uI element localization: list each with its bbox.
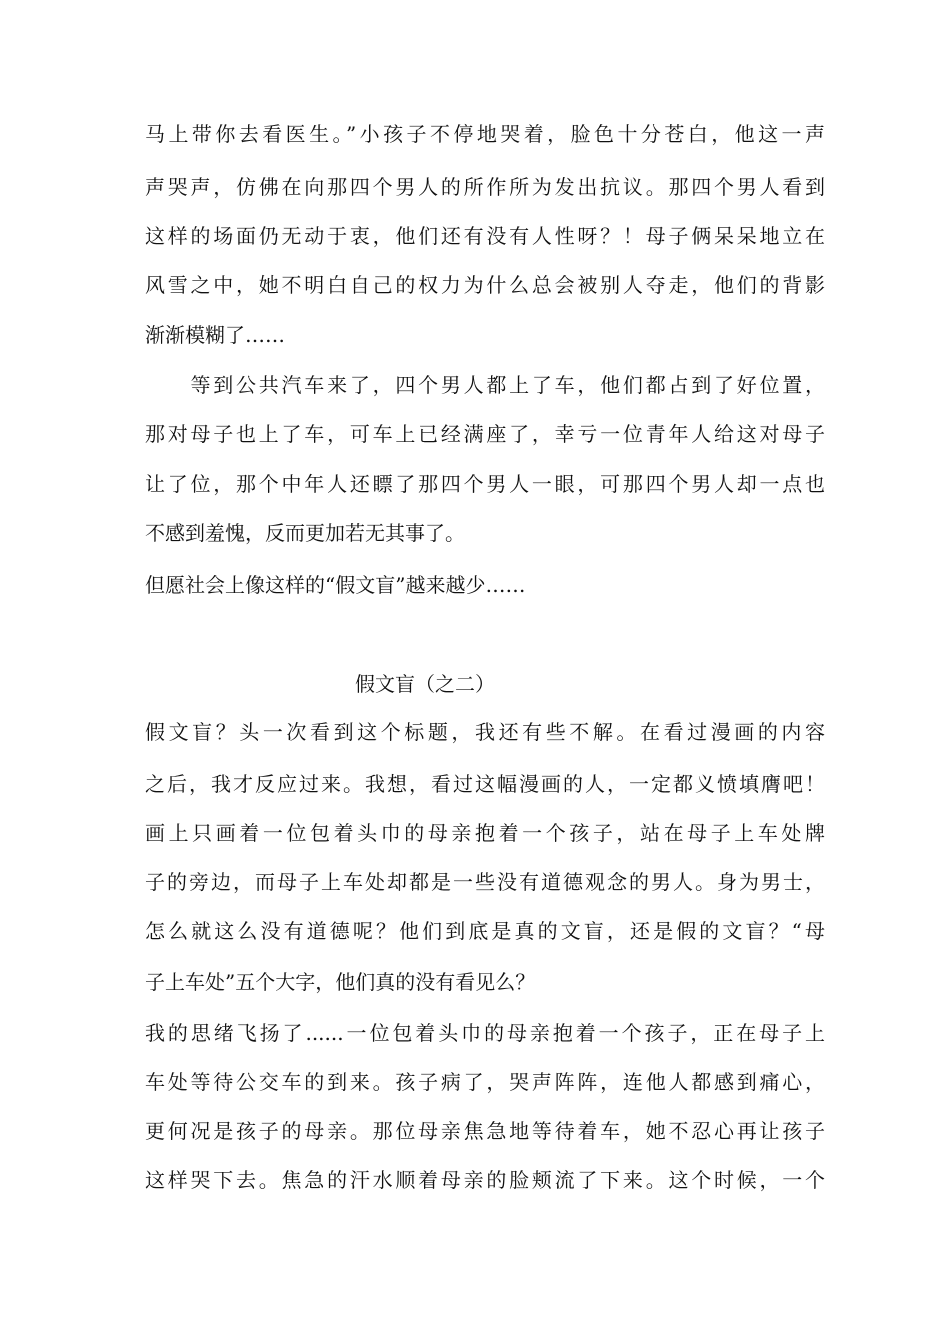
paragraph-line: 但愿社会上像这样的“假文盲”越来越少……	[145, 573, 526, 597]
paragraph-line: 怎么就这么没有道德呢？他们到底是真的文盲，还是假的文盲？“母	[145, 919, 825, 943]
paragraph-line: 马上带你去看医生。”小孩子不停地哭着，脸色十分苍白，他这一声	[145, 122, 825, 146]
paragraph-line: 车处等待公交车的到来。孩子病了，哭声阵阵，连他人都感到痛心，	[145, 1070, 825, 1094]
paragraph-line: 不感到羞愧，反而更加若无其事了。	[145, 521, 465, 545]
paragraph-line: 子上车处”五个大字，他们真的没有看见么？	[145, 970, 536, 994]
paragraph-line: 更何况是孩子的母亲。那位母亲焦急地等待着车，她不忍心再让孩子	[145, 1119, 825, 1143]
paragraph-line: 这样哭下去。焦急的汗水顺着母亲的脸颊流了下来。这个时候，一个	[145, 1168, 825, 1192]
paragraph-line: 渐渐模糊了……	[145, 323, 285, 347]
paragraph-line: 我的思绪飞扬了......一位包着头巾的母亲抱着一个孩子，正在母子上	[145, 1021, 825, 1045]
paragraph-line: 让了位，那个中年人还瞟了那四个男人一眼，可那四个男人却一点也	[145, 472, 825, 496]
paragraph-line: 这样的场面仍无动于衷，他们还有没有人性呀？！母子俩呆呆地立在	[145, 224, 825, 248]
paragraph-line: 声哭声，仿佛在向那四个男人的所作所为发出抗议。那四个男人看到	[145, 175, 825, 199]
paragraph-line: 子的旁边，而母子上车处却都是一些没有道德观念的男人。身为男士，	[145, 870, 825, 894]
paragraph-line: 等到公共汽车来了，四个男人都上了车，他们都占到了好位置，	[145, 373, 825, 397]
paragraph-line: 那对母子也上了车，可车上已经满座了，幸亏一位青年人给这对母子	[145, 422, 825, 446]
paragraph-line: 之后，我才反应过来。我想，看过这幅漫画的人，一定都义愤填膺吧！	[145, 772, 825, 796]
paragraph-line: 假文盲？头一次看到这个标题，我还有些不解。在看过漫画的内容	[145, 720, 825, 744]
paragraph-line: 风雪之中，她不明白自己的权力为什么总会被别人夺走，他们的背影	[145, 273, 825, 297]
section-title: 假文盲（之二）	[355, 672, 495, 696]
paragraph-line: 画上只画着一位包着头巾的母亲抱着一个孩子，站在母子上车处牌	[145, 821, 825, 845]
